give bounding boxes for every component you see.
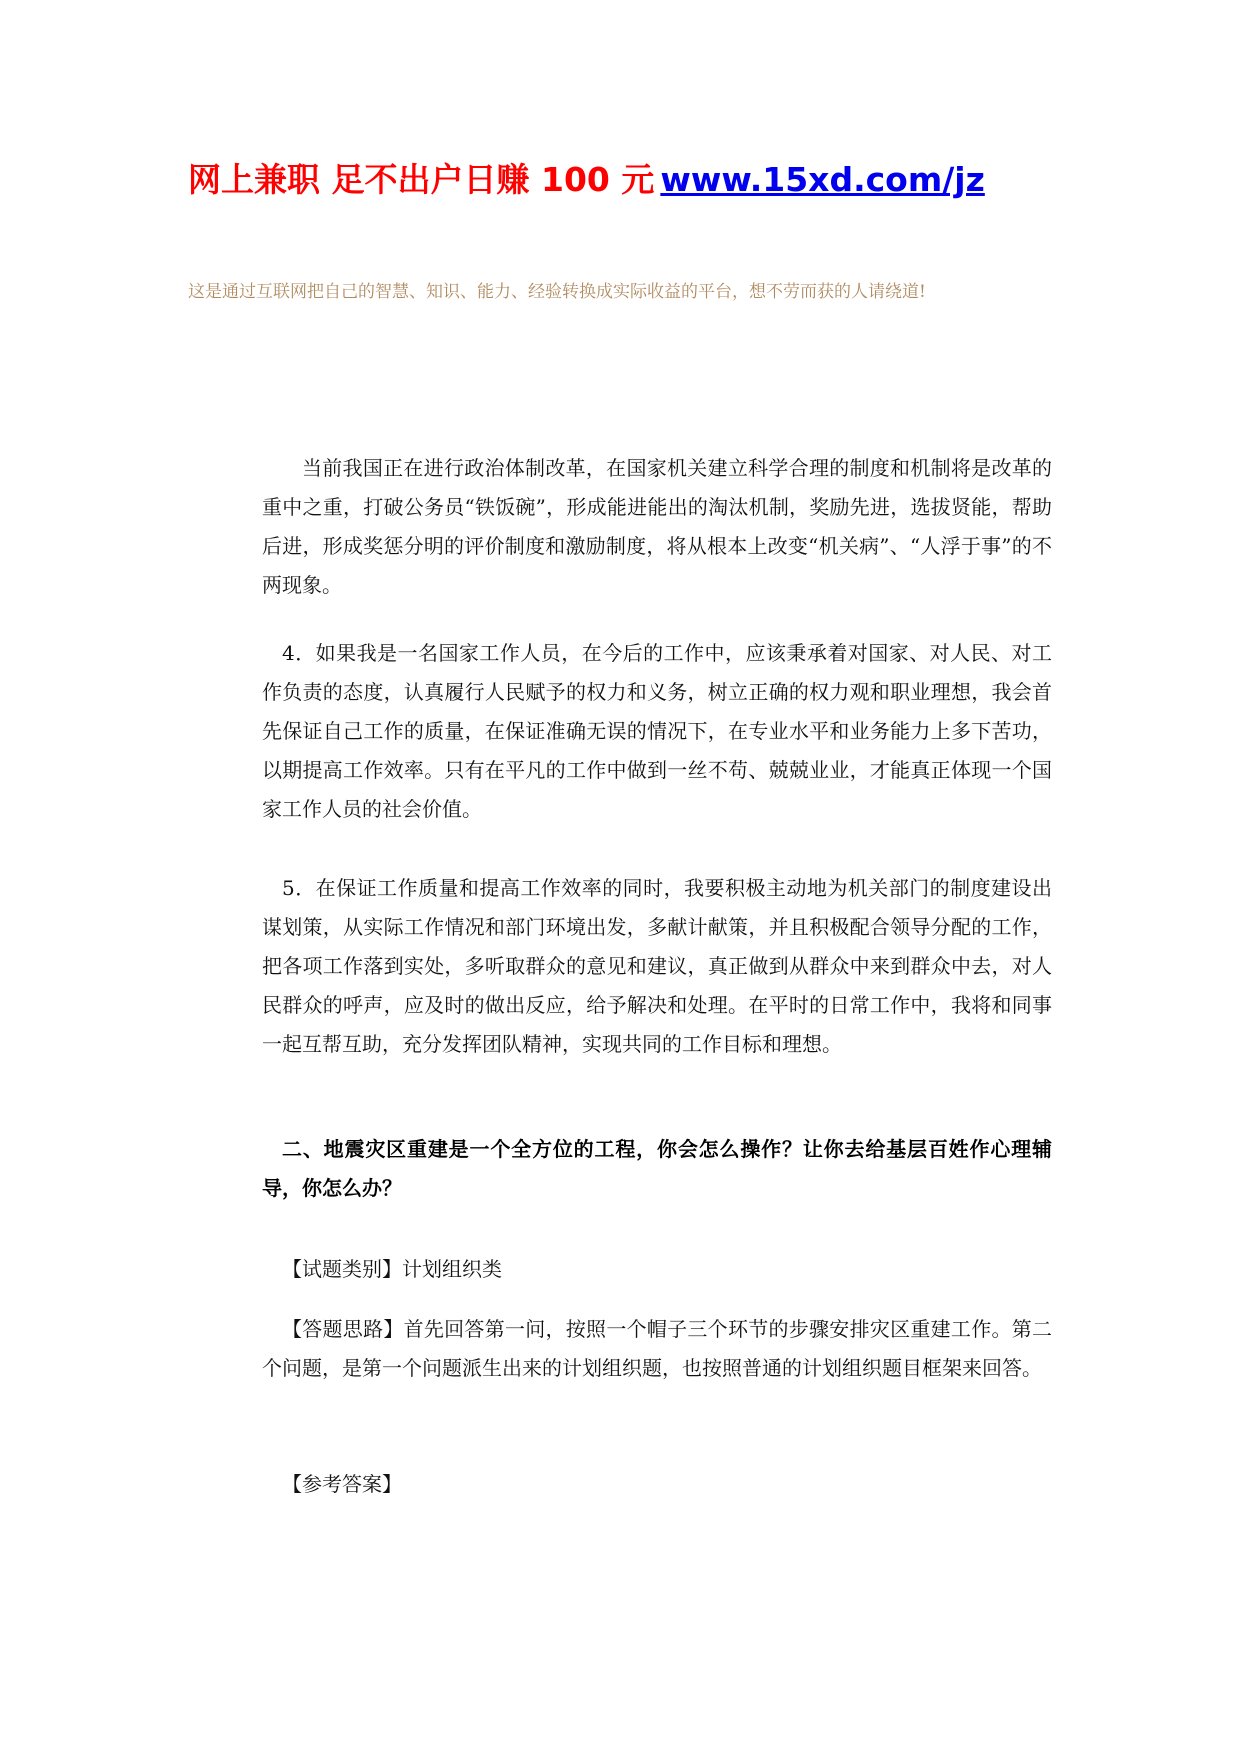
paragraph-point-5: 5．在保证工作质量和提高工作效率的同时，我要积极主动地为机关部门的制度建设出谋划策，从实际工作情况和部门环境出发，多献计献策，并且积极配合领导分配的工作，把各项工作落到实处，多听取群众的意见和建议，真正做到从群众中来到群众中去，对人民群众的呼声，应及时的做出反应，给予解决和处理。在平时的日常工作中，我将和同事一起互帮互助，充分发挥团队精神，实现共同的工作目标和理想。	[262, 876, 1052, 1056]
ad-headline	[188, 160, 985, 200]
reference-answer-label: 【参考答案】	[282, 1472, 402, 1496]
question-heading: 二、地震灾区重建是一个全方位的工程，你会怎么操作？让你去给基层百姓作心理辅导，你怎么办？	[262, 1137, 1052, 1200]
ad-text: 网上兼职 足不出户日赚 100 元	[188, 160, 655, 199]
answer-approach: 【答题思路】首先回答第一问，按照一个帽子三个环节的步骤安排灾区重建工作。第二个问题，是第一个问题派生出来的计划组织题，也按照普通的计划组织题目框架来回答。	[262, 1317, 1052, 1380]
ad-link[interactable]: www.15xd.com/jz	[660, 160, 985, 199]
question-category: 【试题类别】计划组织类	[282, 1257, 502, 1281]
slogan-text: 这是通过互联网把自己的智慧、知识、能力、经验转换成实际收益的平台，想不劳而获的人请绕道!	[188, 282, 926, 302]
paragraph-reform: 当前我国正在进行政治体制改革，在国家机关建立科学合理的制度和机制将是改革的重中之重，打破公务员“铁饭碗”，形成能进能出的淘汰机制，奖励先进，选拔贤能，帮助后进，形成奖惩分明的评价制度和激励制度，将从根本上改变“机关病”、“人浮于事”的不两现象。	[262, 456, 1052, 597]
paragraph-point-4: 4．如果我是一名国家工作人员，在今后的工作中，应该秉承着对国家、对人民、对工作负责的态度，认真履行人民赋予的权力和义务，树立正确的权力观和职业理想，我会首先保证自己工作的质量，在保证准确无误的情况下，在专业水平和业务能力上多下苦功，以期提高工作效率。只有在平凡的工作中做到一丝不苟、兢兢业业，才能真正体现一个国家工作人员的社会价值。	[262, 641, 1052, 821]
